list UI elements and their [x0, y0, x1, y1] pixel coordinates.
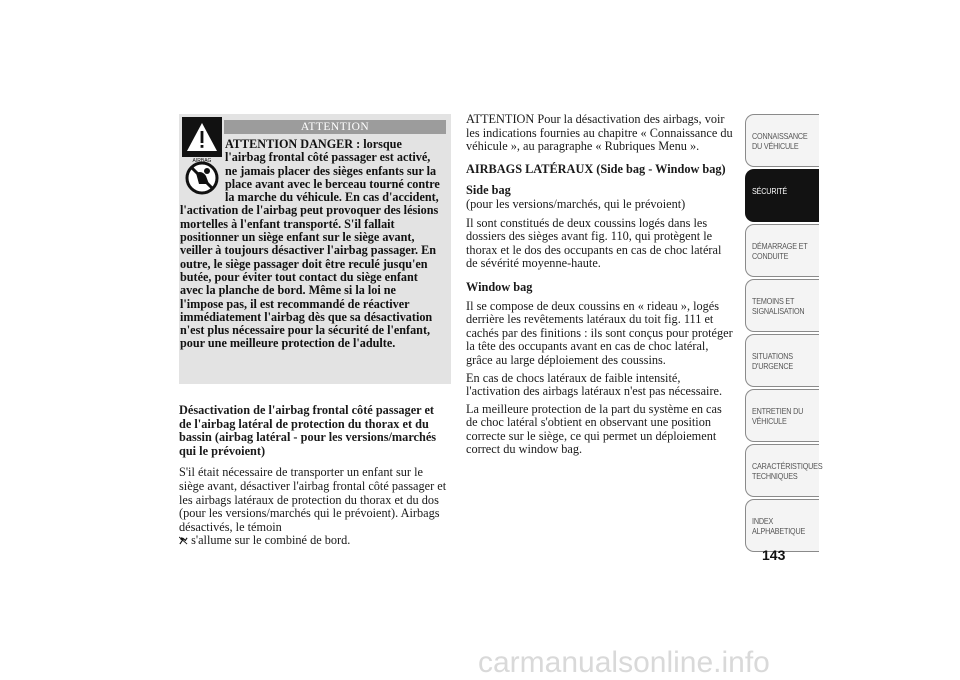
tab-entretien-vehicule[interactable] — [745, 389, 819, 442]
tab-label: CONNAISSANCE DU VÉHICULE — [752, 132, 808, 151]
window-bag-heading: Window bag — [466, 279, 533, 294]
airbag-deactivation-text-tail: s'allume sur le combiné de bord. — [188, 533, 351, 548]
airbag-deactivation-heading: Désactivation de l'airbag frontal côté passager et de l'airbag latéral de protection du thorax et du bassin (airbag latéral - pour les versions/marchés qui le prévoient) — [179, 403, 437, 458]
tab-label: INDEX ALPHABETIQUE — [752, 517, 806, 536]
window-bag-text-2: En cas de chocs latéraux de faible intensité, l'activation des airbags latéraux n'est pas nécessaire. — [466, 370, 723, 399]
warning-text: ATTENTION DANGER : lorsque l'airbag frontal côté passager est activé, ne jamais placer des sièges enfants sur la place avant avec le berceau tourné contre la marche du véhicule. En cas d'accident, l'activation de l'airbag peut provoquer des lésions mortelles à l'enfant transporté. S'il fallait positionner un siège enfant sur le siège avant, veiller à toujours désactiver l'airbag passager. En outre, le siège passager doit être reculé jusqu'en butée, pour éviter tout contact du siège enfant avec la planche de bord. Même si la loi ne l'impose pas, il est recommandé de réactiver immédiatement l'airbag dès que sa désactivation n'est plus nécessaire pour la sécurité de l'enfant, pour une meilleure protection de l'adulte. — [180, 137, 440, 351]
warning-header: ATTENTION — [224, 120, 446, 134]
warning-text-block — [179, 138, 442, 351]
watermark: carmanualsonline.info — [478, 646, 770, 679]
right-column — [466, 113, 736, 457]
tab-temoins-signalisation[interactable] — [745, 279, 819, 332]
tab-label: DÉMARRAGE ET CONDUITE — [752, 242, 808, 261]
window-bag-text-1: Il se compose de deux coussins en « rideau », logés derrière les revêtements latéraux du toit fig. 111 et cachés par des finitions : ils sont conçus pour protéger la tête des occupants avant en cas de choc latéral, grâce au large déploiement des coussins. — [466, 298, 733, 367]
airbag-off-warning-icon — [179, 536, 188, 545]
tab-label: ENTRETIEN DU VÉHICULE — [752, 407, 804, 426]
tab-securite[interactable] — [745, 169, 819, 222]
attention-note: ATTENTION Pour la désactivation des airbags, voir les indications fournies au chapitre « Connaissance du véhicule », au paragraphe « Rubriques Menu ». — [466, 112, 733, 154]
airbag-deactivation-text — [179, 466, 449, 548]
side-airbags-heading: AIRBAGS LATÉRAUX (Side bag - Window bag) — [466, 161, 726, 176]
tab-caracteristiques-techniques[interactable] — [745, 444, 823, 497]
airbag-badge-label: AIRBAG — [192, 158, 212, 164]
tab-index-alphabetique[interactable] — [745, 499, 819, 552]
page-number: 143 — [762, 547, 786, 563]
tab-situations-urgence[interactable] — [745, 334, 819, 387]
chapter-tabs — [745, 114, 823, 554]
tab-connaissance-vehicule[interactable] — [745, 114, 819, 167]
side-bag-text: Il sont constitués de deux coussins logés dans les dossiers des sièges avant fig. 110, qui protègent le thorax et le dos des occupants en cas de choc latéral de sévérité moyenne-haute. — [466, 215, 722, 271]
tab-label: SITUATIONS D'URGENCE — [752, 352, 794, 371]
tab-label: TEMOINS ET SIGNALISATION — [752, 297, 805, 316]
tab-label: CARACTÉRISTIQUES TECHNIQUES — [752, 462, 823, 481]
tab-label: SÉCURITÉ — [752, 187, 788, 196]
warning-box — [179, 114, 451, 384]
window-bag-text-3: La meilleure protection de la part du système en cas de choc latéral s'obtient en observant une position correcte sur le siège, ce qui permet un déploiement correct du window bag. — [466, 401, 722, 457]
side-bag-subtitle: (pour les versions/marchés, qui le prévoient) — [466, 196, 686, 211]
tab-demarrage-conduite[interactable] — [745, 224, 819, 277]
left-column — [179, 404, 449, 548]
side-bag-heading: Side bag — [466, 183, 511, 198]
airbag-deactivation-text-main: S'il était nécessaire de transporter un enfant sur le siège avant, désactiver l'airbag frontal côté passager et les airbags latéraux de protection du thorax et du dos (pour les versions/marchés qui le prévoient). Airbags désactivés, le témoin — [179, 465, 447, 534]
